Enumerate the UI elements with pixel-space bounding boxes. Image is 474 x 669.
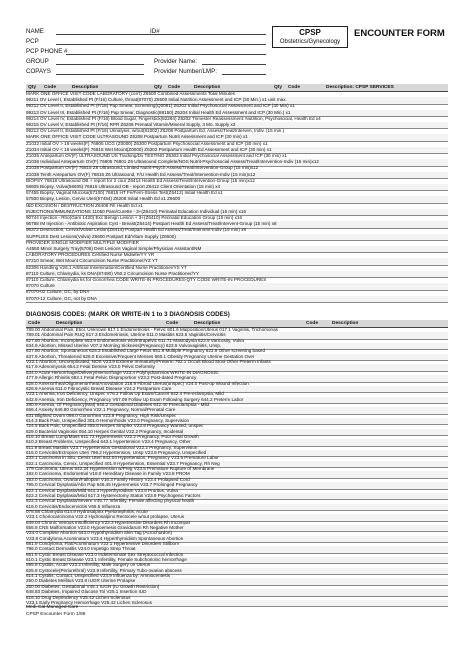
form-title: ENCOUNTER FORM <box>354 28 445 39</box>
service-row[interactable]: 99212 OV Level II, Established Pt (F/16) Pap Smear, Screening(Q0091) Z6202 Initial Psychosocial Assessment and ICP (30 Min) x1 <box>26 103 448 110</box>
col-desc-2: Description <box>194 85 221 90</box>
name-label: NAME <box>26 28 44 35</box>
diagnosis-row[interactable]: 681.9 Condyloma, Flat/Acuminatum V23.1 Hypertensive Disorders Stillborn <box>26 541 448 548</box>
diagnosis-row[interactable]: 789.00 Abdominal Pain, Etiol. Unknown 617.1 Endometriosis - Pelvic 601.6 Malposition/Uterus 017.1 Vaginitis, Trichomonas <box>26 327 448 334</box>
service-row[interactable]: 90744 Injection - Rho(Gam 1420) Exc Benign Lesion + 3+(Z6410) Perinatal Education Group (15 min) x16 <box>26 215 448 222</box>
service-row[interactable]: Z1032 Initial OV > 16 weeks(F) 76805 UCG (Z0000) Z6300 Postpartum Psychosocial Assessment and ICP (30 min) x1 <box>26 141 448 148</box>
service-row[interactable]: 87110 Culture, Chlamydia ks for Gonorrhea CODE WRITE-IN PROCEDURES-QTY CODE WRITE-IN PROCEDURES <box>26 277 448 284</box>
diagnosis-row[interactable]: 649.04 Chronic Venous Insufficiency V23.3 Hypertensive Disorders Rh Incompat <box>26 520 448 527</box>
diagnosis-row[interactable]: 625.8 Cystocele(Periurethral) V23.9 Infertility, Primary Tubo-ovarian abscess <box>26 568 448 575</box>
diagnosis-row[interactable]: 614.3 Back Pain, Unspecified 301.0 Hemorrhoids V23.0 Pregnancy, Supervision <box>26 418 448 425</box>
diagnosis-row[interactable]: 655.9 CNS Malformation V23.0 Hypoemesis Gravidarum Rh Negative Mother <box>26 525 448 532</box>
diagnosis-row[interactable]: 651.6 Cystic Breast Disease V23.0 Indeterminate Sex Streptococcal Infection <box>26 552 448 559</box>
program-box <box>272 26 348 48</box>
col-qty-1: Qty <box>28 85 36 90</box>
service-row[interactable]: LABORATORY PROCEDURES Certified Nurse Midwife/YY YR <box>26 252 448 259</box>
col-qty-2: Qty <box>154 85 162 90</box>
pcp-phone-label: PCP PHONE # <box>26 48 68 55</box>
diagnosis-row[interactable]: 611.9 Breast Mastitis V23.7 Hypertension Gestational V22.2 Pregnancy, Supervision <box>26 445 448 452</box>
program-label: CPSP <box>299 28 321 37</box>
col-code-2: Code <box>168 85 180 90</box>
diagnosis-row[interactable]: 250.0 Diabetes Mellitus V23.8 IUGR Uterine Prolapse <box>26 578 448 585</box>
dx-col-code-2: Code <box>166 321 178 326</box>
service-row[interactable]: 87110 Culture, Chlamydia, ks DNA(87490) V50.2 Circumcision Nurse Practitioner/YY <box>26 271 448 278</box>
dx-col-code-3: Code <box>306 321 318 326</box>
diagnosis-row[interactable]: 233.1 Carcinoma in Situ, Cervix Uteri 642.04 Hypertension, Pregnancy V23.5 Premature Labor <box>26 455 448 462</box>
service-row[interactable]: Z1038 Tenth Antepartum OV(F) 76816 Z6 Ultrasound, F/U Health Ed Assess/Treat/Intervention-Indiv (15 min)x12 <box>26 172 448 179</box>
service-row[interactable]: 96788 IM Injection - Antibiotic Aspiration Cyst - Breast(Z6414) Postpart Health Ed Assess/Treat/Intervent-Group (15 min) x8 <box>26 221 448 228</box>
col-code-1: Code <box>44 85 56 90</box>
diagnosis-row[interactable]: 626.9 Anemia 611.0 Fibrocystic Breast Disease V24.2 Postpartum Care <box>26 386 448 393</box>
diagnosis-row[interactable]: 616.0 Cervicitis/Ectropion Uteri 796.2 Hypertension, Unsp V23.9 Pregnancy, Unspecified <box>26 450 448 457</box>
diagnosis-row[interactable]: 280.9 Anemia, Of Pregnancy(Mat) 646.2 Gestational Diabetes 642.40 Preeclampsia - Mild <box>26 402 448 409</box>
service-row[interactable]: Z1036 Individual Antepartum OV(F) 76805 76801 Z6 Ultrasound Complete/NOS Nutrit-Psychosocial Assess/Treat/Intervention-Indiv (15 min)x12 <box>26 159 448 166</box>
dx-col-desc-2: Description <box>194 321 221 326</box>
pcp-field[interactable] <box>56 37 266 45</box>
group-label: GROUP <box>26 58 49 65</box>
service-row[interactable]: 99212 OV Level II, Established Pt (F/16) Urinalysis, w/out(81002) Z6208 Postpartum Ed, Assess/Treat/Interven, Indiv. (15 min.) <box>26 128 448 135</box>
service-row[interactable]: 96372 Destruction, Cervix/Vulvar Lesion(Z6414) Postpart Health Ed Assess/Treat/Intervent-Indiv (15 min) x8 <box>26 227 448 234</box>
diagnosis-row[interactable]: 789.01 Abdominal Pain RUQ 617.3 Endometriosis, Uterine 611.0 Mastitis 623.5 Vaginitis/Cervicitis <box>26 332 448 339</box>
service-row[interactable]: Z1034 Initial OV < 16 weeks(F) 76815 Wet Mount(Z0000) Z6302 Postpartum Health Ed Assessment and ICP (30 min) x1 <box>26 147 448 154</box>
dx-col-code-1: Code <box>28 321 40 326</box>
specialty-label: Obstetrics/Gynecology <box>279 39 341 45</box>
diagnosis-row[interactable]: V23.1 Choriocarcinoma V22.2 Hydrosalpinx Rectocele w/out prolapse, Uterus <box>26 514 448 521</box>
diagnosis-row[interactable]: 078.88 Chlamydia 614.9 Hydrosalpinx Pyelonephritis, Acute <box>26 509 448 516</box>
service-row[interactable]: PROVIDER SINGLE MODIFIER MULTIPLE MODIFIER <box>26 240 448 247</box>
dx-col-desc-1: Description <box>56 321 83 326</box>
diagnosis-row[interactable]: V24.0 Complete Abortion 643.0 Hypothyroidism Skin Tag (Acrochordon) <box>26 530 448 537</box>
service-row[interactable]: MARK ONE OFFICE VISIT CODE ULTRASOUND Z6208 Postpartum Nutrit Assessment and ICP (30 min) x1 <box>26 134 448 141</box>
diagnosis-row[interactable]: 616.0 Cervicitis/Endocervicitis V65.5 Influenza <box>26 504 448 511</box>
diagnosis-row[interactable]: V23.1 Early Pregnancy Hemorrhage V25.42 Lichen Sclerosus <box>26 600 448 607</box>
diagnosis-row[interactable]: 627.80 Abortion, Incomplete 653.9 Endometriosis w/o/Intrapelvic 611.71 Mastodynia 623.9 Varicosity, Vulva <box>26 338 448 345</box>
service-row[interactable]: 82306 Handling V26.1 Artificial Insemination/Certified Nurse Practitioner/YS YT <box>26 265 448 272</box>
diagnosis-row[interactable]: 622.1 Carcinoma, Cervix, Unspecified 401.9 Hypertension, Essential V23.7 Pregnancy, Rh Neg <box>26 461 448 468</box>
diagnosis-row[interactable]: 616.10 Breast Lump/Mass 611.72 Hyperemesis V22.2 Pregnancy, Poor Fetal Growth <box>26 434 448 441</box>
service-row[interactable]: 87070-12 Culture, GC, not by DNA <box>26 296 448 303</box>
pcp-label: PCP <box>26 38 39 45</box>
diagnosis-row[interactable]: 795.0 Cervical Dysplasia/Abn Pap 646.45 Hyperemesis V23.7 Prolonged Pregnancy <box>26 482 448 489</box>
provider-name-field[interactable] <box>202 57 266 65</box>
service-row[interactable]: MARK ONE OFFICE VISIT CODE LABORATORY (con't) Z6500 Combined Assessments Total Minutes <box>26 91 448 98</box>
service-row[interactable]: 99211 OV Level I, Established Pt (F/16) Culture, throat(87070) Z6500 Initial Nutrition Assessment and ICP (30 Min.) x1 unit max. <box>26 97 448 104</box>
diagnosis-row[interactable]: 183.0 Carcinoma, Ovarian/Fallopian V16.3 Family History V23.4 Prolapsed Cord <box>26 477 448 484</box>
diagnosis-row[interactable]: V23.8 Condyloma Acuminatum V23.4 Hyperthyroidism Spontaneous Abortion <box>26 536 448 543</box>
diagnosis-row[interactable]: 796.0 Contact Dermatitis V24.0 Impetigo Strep Throat <box>26 546 448 553</box>
diagnosis-row[interactable]: 610.2 Breast Problems, Unspecified 643.1 Hypertension V23.4 Pregnancy, Other <box>26 439 448 446</box>
diagnosis-row[interactable]: 622.1 Cervical Dysplasia/Mild 644.3 Hyperthyroidism V23.8 Pruritus, Vulva <box>26 488 448 495</box>
service-row[interactable]: 87210 Smear, Wet Mount Circumcision Nurse Practitioner/YZ YT <box>26 258 448 265</box>
service-row[interactable]: 99214 OV Level IV, Established Pt (F/16) Blood Sugar, Fingerstick(82264) Z6202 Trimester Reassessment: Nutrition, Psychosocial, Health Ed x4 <box>26 116 448 123</box>
diagnosis-row[interactable]: 724.5 Back Pain, Unspecified 455.6 Herpes Simplex V23.9 Pregnancy Wanted, unspec <box>26 423 448 430</box>
service-row[interactable]: 58605 Biopsy, Vulva(56605) 76816 Ultrasound OB - report Z6412 Client Orientation (15 min) x4 <box>26 184 448 191</box>
diagnosis-row[interactable]: 634.0 Acute Hemorrhage/Delivery/Hemorrhage V23.4 Polyhydramnios WRITE-IN DIAGNOSIS: <box>26 370 448 377</box>
diagnosis-row[interactable]: 629.0 Bacterial Vaginosis 054.10 Herpes Genital V22.2 Pregnancy, Incidental <box>26 429 448 436</box>
service-row[interactable]: Z1035 Antepartum OV(F) ULTRASOUND US Tracking/Dx TESTING Z6302 Initial Psychosocial Assessment and ICP (30 min) x1 <box>26 153 448 160</box>
provider-number-label: Provider Number/LMP: <box>154 68 217 75</box>
service-row[interactable]: 87070 Culture <box>26 283 448 290</box>
footer-form-id: CPSP Encounter Form 1/98 <box>26 612 86 617</box>
copays-field[interactable] <box>56 67 144 75</box>
diagnosis-row[interactable]: 616.10 Drug Dependency V25.42 Lichen Sclerosus <box>26 595 448 602</box>
id-field[interactable] <box>164 27 266 35</box>
diagnosis-row[interactable]: V23.1 Anemia, Iron Deficiency, Unspec V76.2 Follow Up Exam/Cancer 642.4 Pre-eclampsia, Mild <box>26 391 448 398</box>
diagnosis-row[interactable]: 614.1 Cystitis, Contact, Unspecified V23.9 Influenza by: Amniocentesis <box>26 573 448 580</box>
diagnosis-row[interactable]: 648.83 Diabetes, Impaired Glucose Tol V25.1 Insertion IUD <box>26 589 448 596</box>
service-row[interactable]: Z1038 Postpartum OV(F) 76815 Z6 Ultrasound, Limited Nutrit-Psych Assess/Treat/Intervention-Group (15 min)x12 <box>26 165 448 172</box>
footer-program: Medi-Cal Managed Care <box>26 605 79 610</box>
diagnosis-row[interactable]: 610.1 Cystic Breast Disease V23.1 Infertility, Female Subchorionic hemorrhage <box>26 557 448 564</box>
diagnosis-row[interactable]: 622.3 Cervical Dysplasia/Severe V45.77 Infertility, Female affecting physical health <box>26 498 448 505</box>
diagnosis-row[interactable]: 182.0 Carcinoma, Endometrial V18.0 Hereditary Disease in Family V23.8 PROM <box>26 471 448 478</box>
diagnosis-row[interactable]: 595.9 Cystitis, Acute V23.2 Infertility, Male Surgery on Uterus <box>26 562 448 569</box>
col-code-3: Code <box>288 85 300 90</box>
service-row[interactable]: INJECTIONS/IMMUNIZATIONS 11050 Pare/Curette - 3+(Z6410) Perinatal Education Individual (15 min) x16 <box>26 209 448 216</box>
diagnosis-row[interactable]: V22.1 Abortion, Uncomplicated, NOS V23.9 Extreme Immaturity/Preterm 792.1 Occult Blood Stool Other Preterm Infants <box>26 359 448 366</box>
diagnosis-row[interactable]: 631 Blighted Ovum 098.0 Gonorrhea V23.9 Pregnancy, High Risk/Unspec <box>26 413 448 420</box>
diagnosis-row[interactable]: 637.9 Abortion, Threatened 626.0 Excessive/Frequent Menses 660.1 Obesity Pregnancy Uterine Gestation Over <box>26 354 448 361</box>
col-desc-3: Description: CPSP SERVICES <box>326 85 394 90</box>
diagnosis-title: DIAGNOSIS CODES: (MARK OR WRITE-IN 1 to 3 DIAGNOSIS CODES) <box>26 311 230 318</box>
service-row[interactable]: 99215 OV Level V, Established Pt (F/16) RPR Z6206 Prenatal Vitamin/Mineral Supply, 3 Mo. Supply x3 <box>26 122 448 129</box>
id-label: ID# <box>150 28 160 35</box>
col-desc-1: Description <box>72 85 99 90</box>
group-field[interactable] <box>56 57 144 65</box>
diagnosis-row[interactable]: 642.9 Anemia, Iron Deficiency, Pregnancy V67.09 Follow Up Exam Following Surgery 644.2 Preterm Labor <box>26 397 448 404</box>
diagnosis-row[interactable]: 656.4 Anxiety 646.80 Gonorrhea V22.1 Pregnancy, Normal/Prenatal Care <box>26 407 448 414</box>
service-row[interactable]: SUPPLIES Dest Lesions(Vulva) Z6600 Postpart Ed/Vitam Supply (Z6600) <box>26 234 448 241</box>
diagnosis-row[interactable]: 628.0 Amenorrhea/Oligomenorrhea/Anovulation 218.9 Fibroid Uterus(unspec) V24.0 Post-op Wound Infection <box>26 381 448 388</box>
provider-name-label: Provider Name: <box>154 58 197 65</box>
provider-number-field[interactable] <box>222 67 266 75</box>
service-row[interactable]: 99213 OV Level III, Established Pt (F/16) Pap Smear, Diagnostic(88150) Z6204 Initial Health Ed Assessment and ICP (30 Min.) x1 <box>26 110 448 117</box>
service-row[interactable]: 87070-02 Culture, GC, by DNA <box>26 289 448 296</box>
dx-col-desc-3: Description <box>332 321 359 326</box>
service-row[interactable]: A4550 Minor Surgery Tray(5706) Dest Lesions Vaginal Simple/Physician Assistant/NM <box>26 246 448 253</box>
service-row[interactable]: 57455 Biopsy, Vaginal Mucosa(57100) 76815 HT Fe/Ferri-Stress Test(Z6412) Initial Health Ed x1 <box>26 190 448 197</box>
service-row[interactable]: BIOPSY 76818 Ultrasound OB + report for 2 cour Z6414 Health Ed Assess/Treat/Intervention-Group (15 min)x12 <box>26 178 448 185</box>
col-qty-3: Qty <box>274 85 282 90</box>
service-row[interactable]: I&D EXCISION / DESTRUCTION Z6408 Fill Health Ed x1 <box>26 203 448 210</box>
form-header <box>26 26 448 80</box>
service-row[interactable]: 57500 Biopsy, Lesion, Cervix Uteri(57454) Z6208 Initial Health Ed x1 Z6600 <box>26 196 448 203</box>
diagnosis-row[interactable]: 622.2 Cervical Dysplasia/Mod 617.3 Hysterectomy Status V23.9 Psychogenic Factors <box>26 493 448 500</box>
pcp-phone-field[interactable] <box>66 47 266 55</box>
diagnosis-row[interactable]: 634.9 Abortion, Missed Uterine V07.2 Morning Sickness(Pregnancy) 623.5 Vulvovaginitis, Unsp. <box>26 343 448 350</box>
diagnosis-row[interactable]: 179 Carcinoma, Uterus 642.34 Hypertension w/Preg V23.5 Premature Rupture of Membrane <box>26 466 448 473</box>
diagnosis-row[interactable]: 637.80 Abortion, Spontaneous 625.3 Established Large Fetus 651.8 Multiple Pregnancy 623.9 Other screening based <box>26 348 448 355</box>
diagnosis-row[interactable]: 477.9 Allergic Rhinitis 653.1 Fetal Pelvic Disproportion V23.2 Post-dated Pregnancy <box>26 375 448 382</box>
diagnosis-row[interactable]: 250.00 Diabetes, Gestational V45.1 IUGR (IU Growth Restriction) <box>26 584 448 591</box>
diagnosis-row[interactable]: 617.9 Adenomyosis 654.2 Fetal Demise V23.0 Pelvic Deformity <box>26 364 448 371</box>
copays-label: COPAYS <box>26 68 51 75</box>
